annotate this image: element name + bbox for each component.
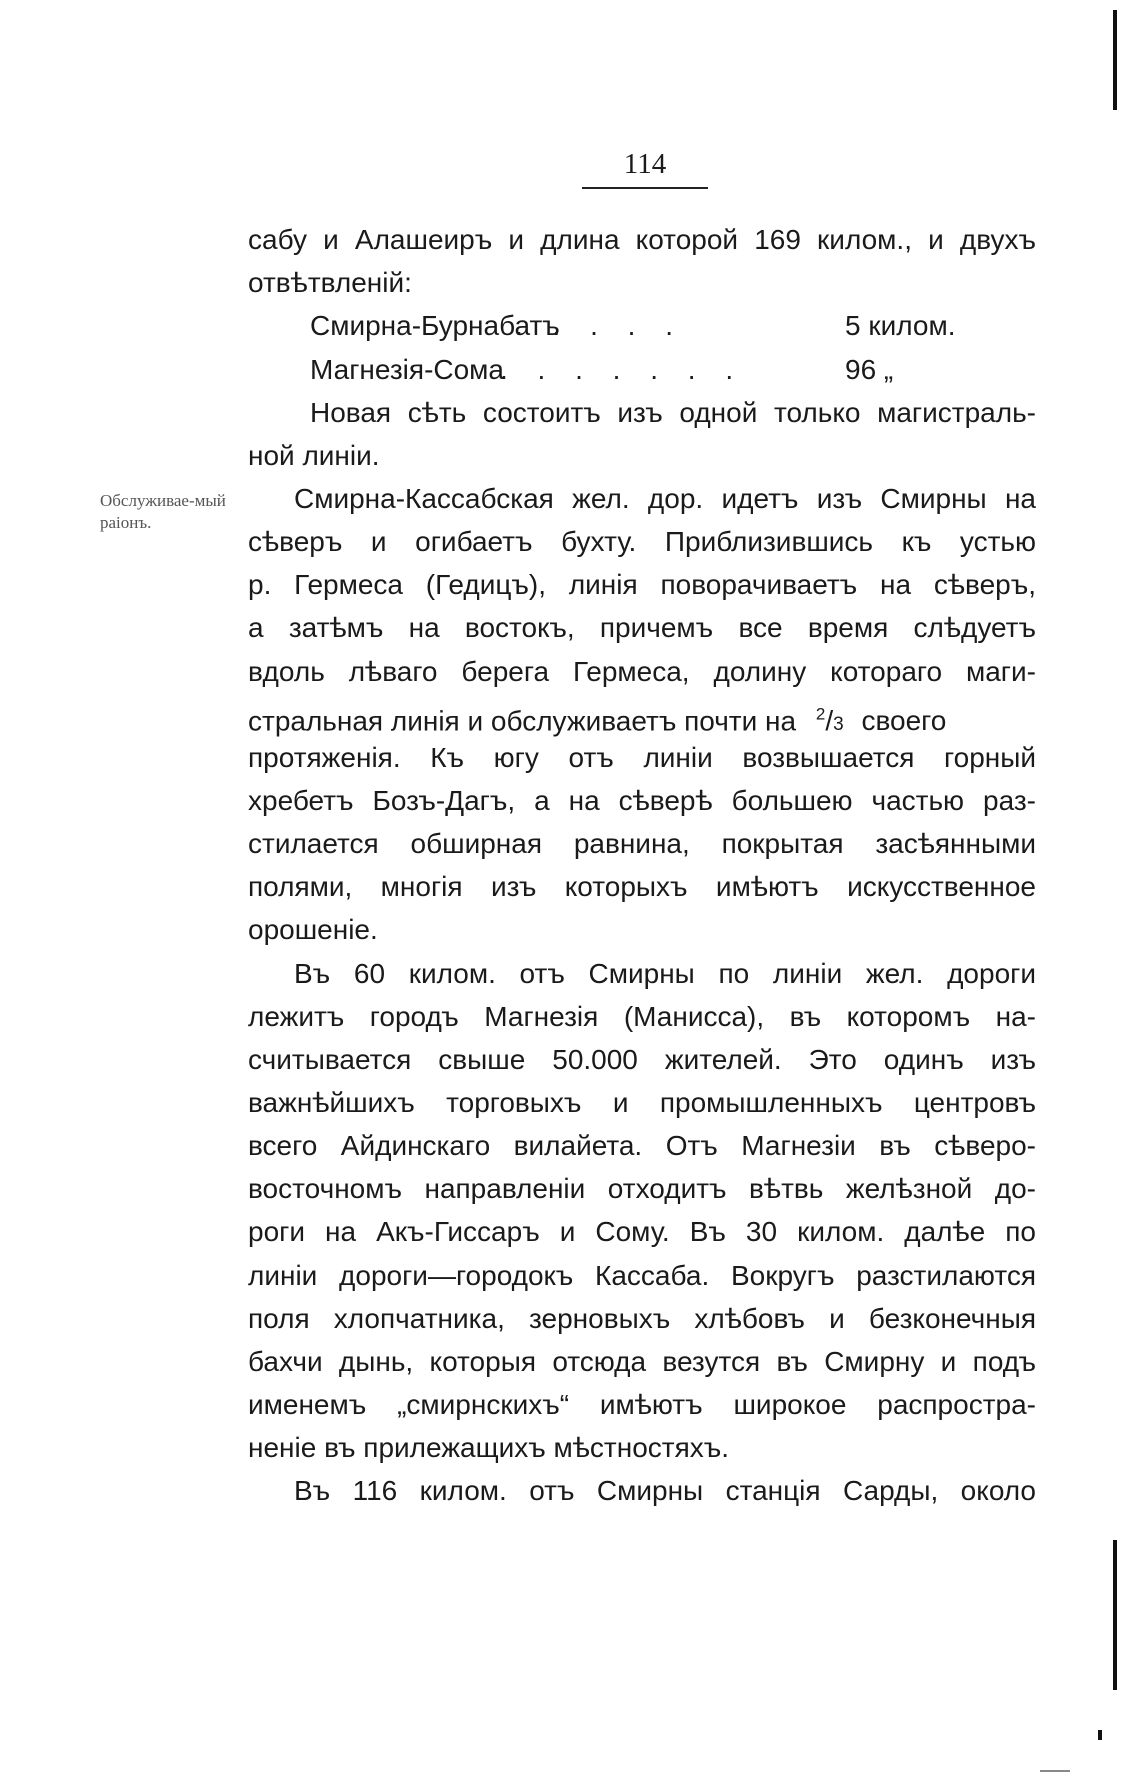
distance-dots: . . . . . [515, 310, 685, 341]
fraction-denominator: 3 [833, 714, 844, 736]
fraction: $^2$/3 [815, 705, 844, 737]
para1-line: стилается обширная равнина, покрытая засѣянными [248, 828, 1036, 859]
para1-line: орошеніе. [248, 914, 378, 945]
para2-line: бахчи дынь, которыя отсюда везутся въ Смирну и подъ [248, 1346, 1036, 1377]
scan-edge-mark [1040, 1770, 1070, 1772]
intro-line: отвѣтвленій: [248, 267, 412, 298]
page-number: 114 [623, 148, 667, 180]
page-number-rule [582, 187, 708, 189]
para2-line: восточномъ направленіи отходитъ вѣтвь желѣзной до- [248, 1173, 1036, 1204]
para1-line: полями, многія изъ которыхъ имѣютъ искусственное [248, 871, 1036, 902]
distance-name: Смирна-Бурнабатъ [310, 310, 560, 341]
para2-line: неніе въ прилежащихъ мѣстностяхъ. [248, 1432, 730, 1463]
scan-edge-mark [1113, 10, 1117, 110]
para2-line: лежитъ городъ Магнезія (Манисса), въ которомъ на- [248, 1001, 1036, 1032]
para2-line: важнѣйшихъ торговыхъ и промышленныхъ центровъ [248, 1087, 1036, 1118]
scan-edge-mark [1113, 1540, 1117, 1690]
margin-note: Обслуживае-мый раіонъ. [100, 491, 226, 532]
para2-line: именемъ „смирнскихъ“ имѣютъ широкое распростра- [248, 1389, 1036, 1420]
para1-line: стральная линія и обслуживаетъ почти на [248, 705, 797, 737]
para2-line: всего Айдинскаго вилайета. Отъ Магнезіи въ сѣверо- [248, 1130, 1036, 1161]
para1-line: протяженія. Къ югу отъ линіи возвышается горный [248, 742, 1036, 773]
para1-line: Смирна-Кассабская жел. дор. идетъ изъ Смирны на [294, 483, 1036, 514]
distance-name: Магнезія-Сома [310, 354, 505, 385]
para2-line: Въ 60 килом. отъ Смирны по линіи жел. дороги [294, 958, 1036, 989]
fraction-after: своего [861, 705, 947, 737]
para1-line: хребетъ Бозъ-Дагъ, а на сѣверѣ большею частью раз- [248, 785, 1036, 816]
para3-line: Въ 116 килом. отъ Смирны станція Сарды, около [294, 1475, 1036, 1506]
distance-value: 5 килом. [845, 310, 956, 341]
para1-line: сѣверъ и огибаетъ бухту. Приблизившись къ устью [248, 526, 1036, 557]
para1-line: вдоль лѣваго берега Гермеса, долину котораго маги- [248, 656, 1036, 687]
distance-dots: . . . . . . . [500, 354, 745, 385]
para2-line: линіи дороги—городокъ Кассаба. Вокругъ разстилаются [248, 1260, 1036, 1291]
new-net-line: Новая сѣть состоитъ изъ одной только магистраль- [310, 397, 1036, 428]
scan-edge-mark [1098, 1730, 1102, 1740]
new-net-line: ной линіи. [248, 440, 380, 471]
para2-line: считывается свыше 50.000 жителей. Это одинъ изъ [248, 1044, 1036, 1075]
intro-line: сабу и Алашеиръ и длина которой 169 килом., и двухъ [248, 224, 1036, 255]
para1-line: а затѣмъ на востокъ, причемъ все время слѣдуетъ [248, 612, 1036, 643]
distance-value: 96 „ [845, 354, 894, 385]
para1-line: р. Гермеса (Гедицъ), линія поворачиваетъ на сѣверъ, [248, 569, 1036, 600]
fraction-numerator: 2 [815, 705, 826, 724]
para2-line: поля хлопчатника, зерновыхъ хлѣбовъ и безконечныя [248, 1303, 1036, 1334]
para2-line: роги на Акъ-Гиссаръ и Сому. Въ 30 килом. далѣе по [248, 1216, 1036, 1247]
